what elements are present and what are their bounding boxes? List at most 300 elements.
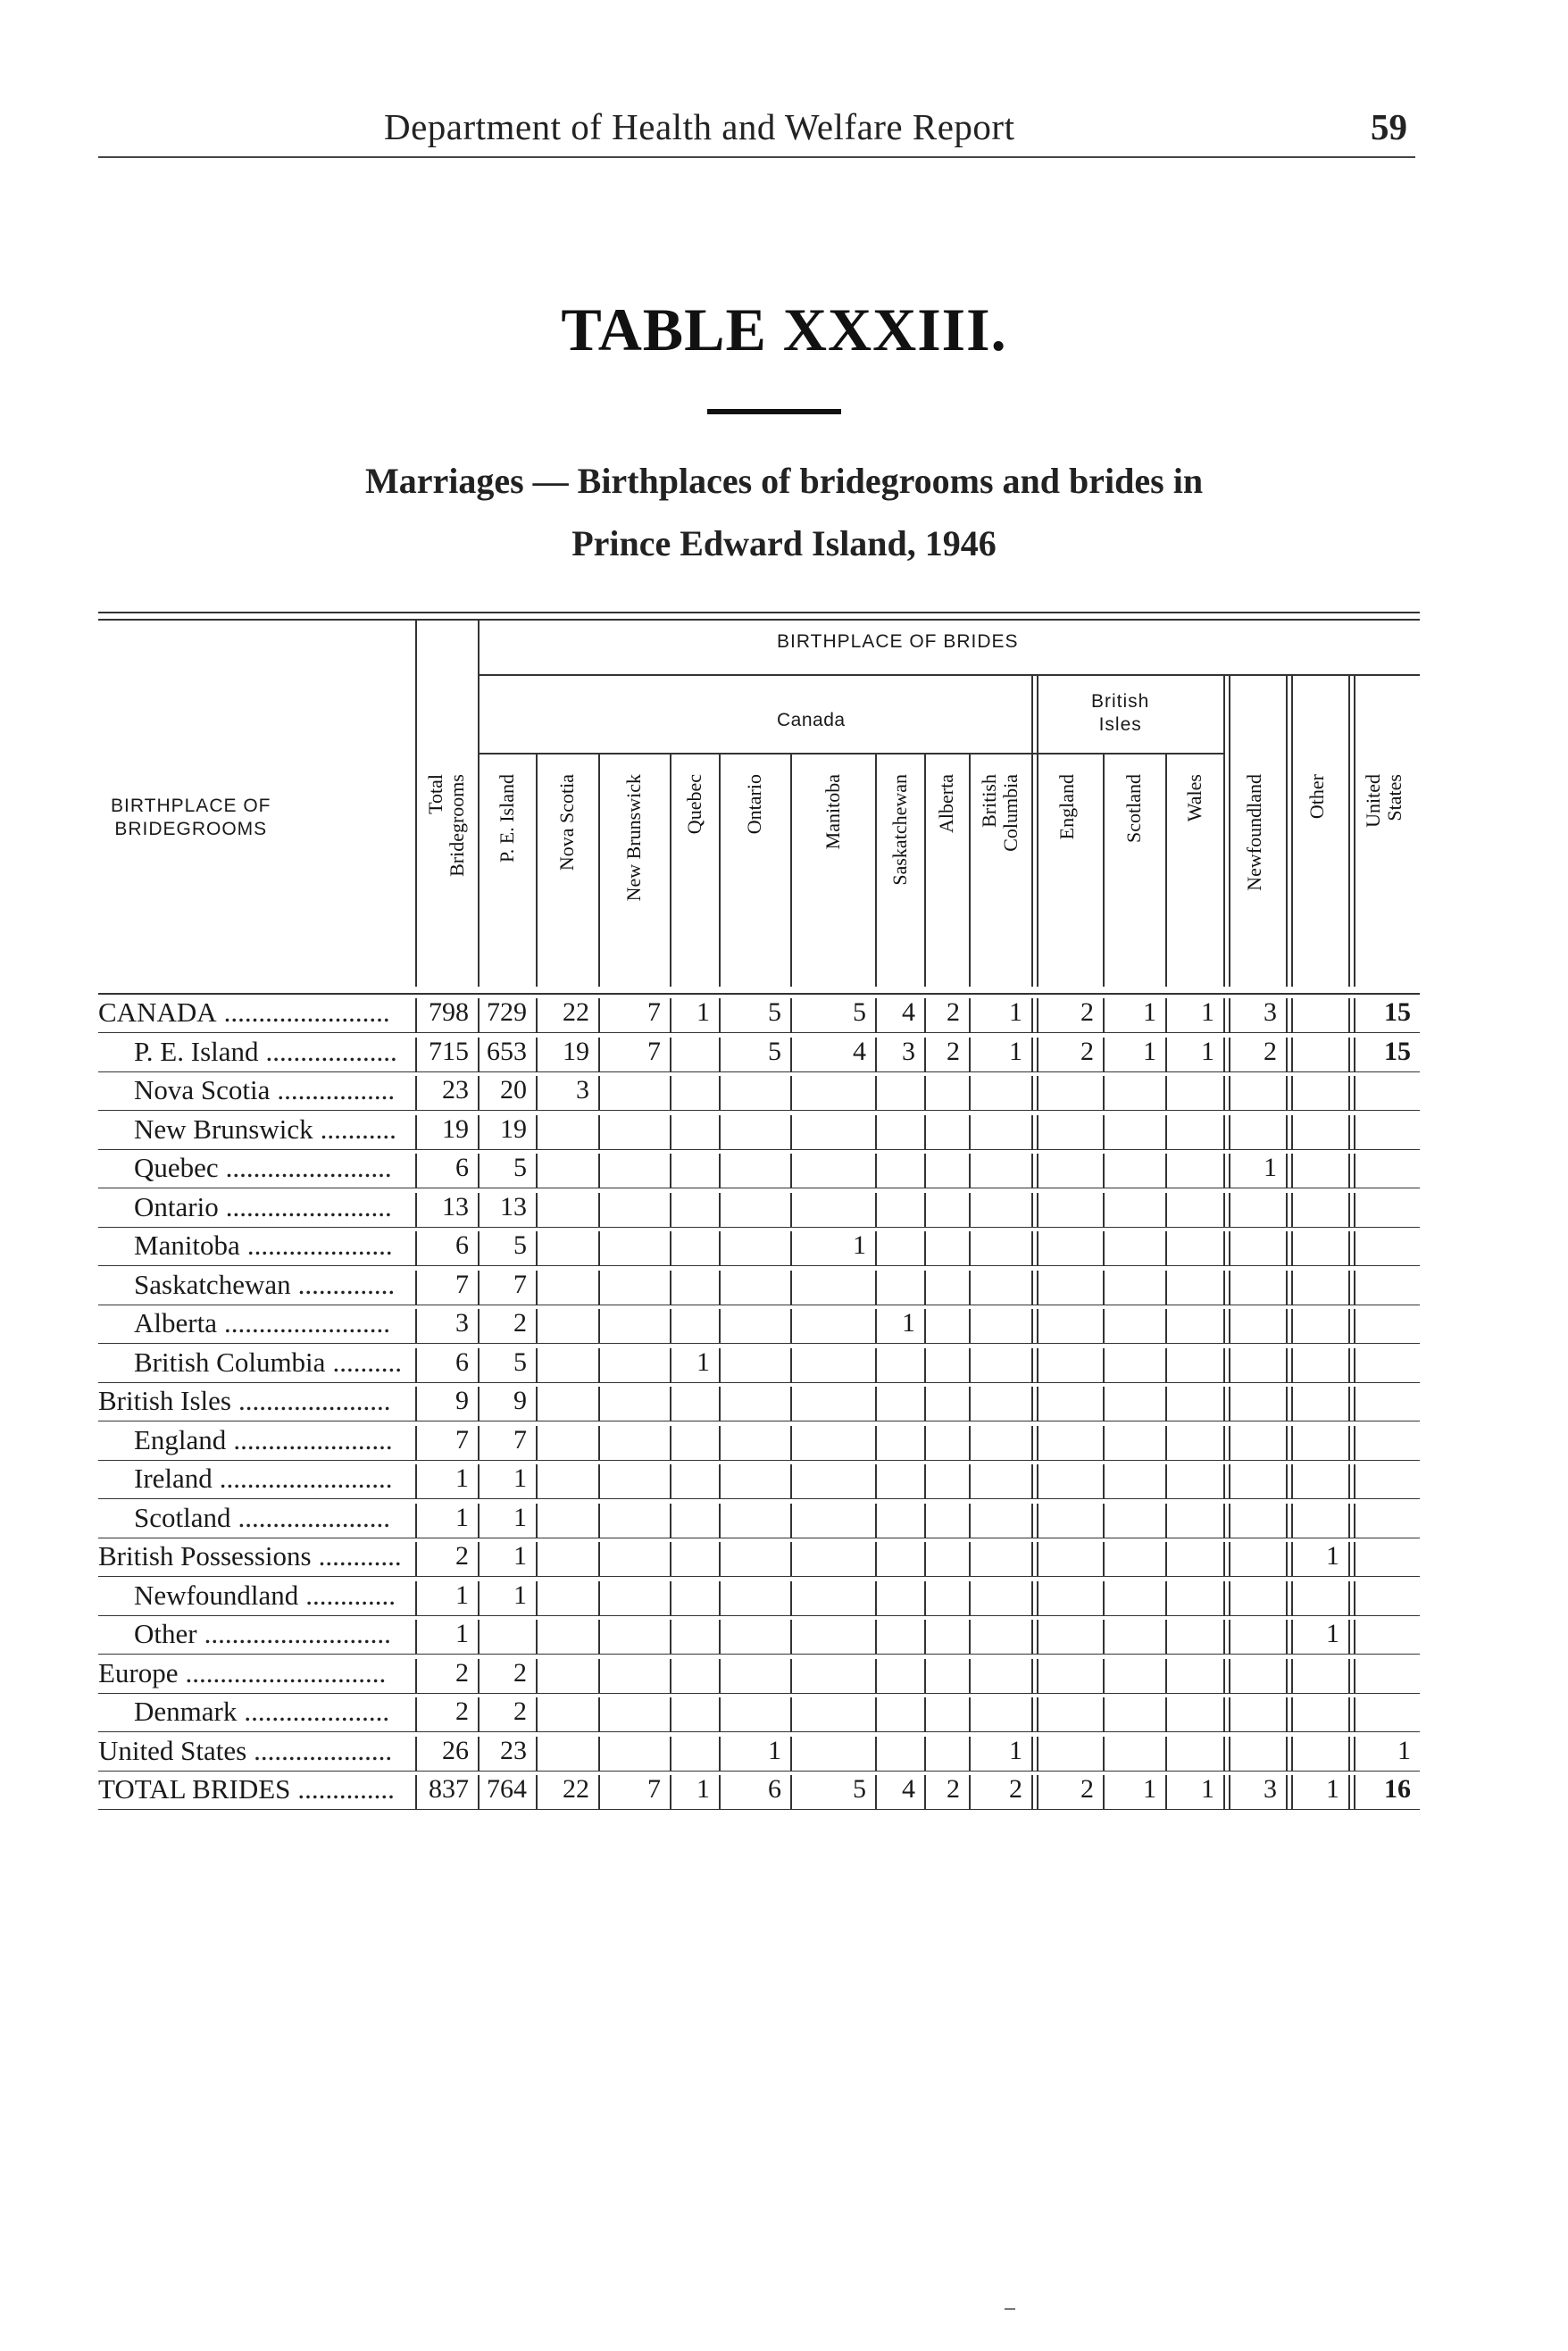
cell-divider xyxy=(598,1581,600,1615)
cell-section-divider xyxy=(1291,1387,1293,1421)
table-cell: 22 xyxy=(563,997,589,1027)
cell-divider xyxy=(536,1271,538,1305)
cell-section-divider xyxy=(1229,1775,1230,1809)
leader-dots: ........................ xyxy=(225,1152,392,1183)
cell-divider xyxy=(790,1271,792,1305)
leader-dots: ......................... xyxy=(219,1463,393,1494)
cell-divider xyxy=(1103,1387,1105,1421)
cell-divider xyxy=(670,1309,671,1343)
cell-divider xyxy=(478,1038,480,1071)
cell-divider xyxy=(598,998,600,1032)
table-cell: 7 xyxy=(455,1269,469,1299)
cell-divider xyxy=(598,1154,600,1188)
header-section-divider xyxy=(1291,674,1293,987)
cell-divider xyxy=(1286,998,1288,1032)
cell-divider xyxy=(719,1271,721,1305)
cell-divider xyxy=(875,1659,877,1693)
table-cell: 729 xyxy=(487,997,527,1027)
cell-divider xyxy=(924,1426,926,1460)
header-column-divider xyxy=(924,754,926,987)
cell-divider xyxy=(1031,1581,1033,1615)
cell-divider xyxy=(969,1387,971,1421)
table-cell: 1 xyxy=(1009,1735,1022,1765)
row-rule xyxy=(98,1460,1420,1461)
cell-section-divider xyxy=(1354,1697,1355,1731)
cell-divider xyxy=(598,1775,600,1809)
cell-divider xyxy=(924,1697,926,1731)
cell-divider xyxy=(536,1659,538,1693)
cell-divider xyxy=(478,1737,480,1771)
column-header: New Brunswick xyxy=(622,774,645,902)
row-label: Newfoundland xyxy=(134,1579,299,1611)
row-label: Saskatchewan xyxy=(134,1268,291,1300)
cell-divider xyxy=(536,1348,538,1382)
cell-section-divider xyxy=(1291,1775,1293,1809)
table-cell: 798 xyxy=(429,997,469,1027)
cell-divider xyxy=(790,998,792,1032)
row-rule xyxy=(98,1809,1420,1810)
cell-divider xyxy=(719,1659,721,1693)
cell-divider xyxy=(1165,1426,1167,1460)
cell-divider xyxy=(1348,1504,1350,1538)
cell-divider xyxy=(1286,1387,1288,1421)
table-cell: 3 xyxy=(576,1075,589,1105)
leader-dots: ........... xyxy=(320,1113,396,1145)
table-cell: 1 xyxy=(1201,1036,1214,1066)
cell-divider xyxy=(1223,1775,1225,1809)
cell-divider xyxy=(1348,1115,1350,1149)
cell-divider xyxy=(1165,1231,1167,1265)
cell-divider xyxy=(670,998,671,1032)
cell-divider xyxy=(415,1775,417,1809)
cell-section-divider xyxy=(1291,998,1293,1032)
row-rule xyxy=(98,1265,1420,1266)
header-rule xyxy=(98,156,1415,158)
cell-divider xyxy=(790,1038,792,1071)
cell-divider xyxy=(969,1775,971,1809)
header-bottom-rule xyxy=(98,993,1420,995)
cell-divider xyxy=(598,1309,600,1343)
cell-divider xyxy=(790,1348,792,1382)
cell-divider xyxy=(670,1076,671,1110)
row-label: British Possessions xyxy=(98,1540,312,1572)
cell-divider xyxy=(875,1620,877,1654)
cell-divider xyxy=(924,1076,926,1110)
table-cell: 16 xyxy=(1384,1774,1411,1804)
table-cell: 3 xyxy=(1264,1774,1277,1804)
cell-divider xyxy=(1165,1697,1167,1731)
cell-divider xyxy=(1223,1348,1225,1382)
cell-divider xyxy=(478,1348,480,1382)
cell-divider xyxy=(1223,1154,1225,1188)
cell-divider xyxy=(670,1154,671,1188)
cell-divider xyxy=(969,1620,971,1654)
leader-dots: .............. xyxy=(297,1268,396,1300)
table-subtitle-line-1: Marriages — Birthplaces of bridegrooms and brides in xyxy=(364,461,1204,501)
table-cell: 26 xyxy=(442,1735,469,1765)
header-column-divider xyxy=(478,621,480,987)
cell-divider xyxy=(415,1271,417,1305)
cell-divider xyxy=(415,1309,417,1343)
cell-divider xyxy=(478,1271,480,1305)
cell-section-divider xyxy=(1291,1076,1293,1110)
cell-divider xyxy=(1103,1426,1105,1460)
cell-section-divider xyxy=(1037,1542,1038,1576)
cell-divider xyxy=(719,1464,721,1498)
cell-divider xyxy=(875,1231,877,1265)
table-top-rule xyxy=(98,612,1420,613)
table-cell: 1 xyxy=(853,1230,866,1260)
table-cell: 1 xyxy=(1326,1619,1339,1648)
cell-section-divider xyxy=(1291,1348,1293,1382)
table-cell: 1 xyxy=(455,1619,469,1648)
cell-divider xyxy=(598,1387,600,1421)
table-cell: 1 xyxy=(696,1774,710,1804)
cell-divider xyxy=(536,1426,538,1460)
cell-divider xyxy=(1031,1697,1033,1731)
cell-divider xyxy=(1348,1542,1350,1576)
cell-section-divider xyxy=(1354,1542,1355,1576)
table-cell: 19 xyxy=(442,1113,469,1144)
leader-dots: .................... xyxy=(254,1734,393,1766)
cell-divider xyxy=(1031,1504,1033,1538)
cell-divider xyxy=(536,1387,538,1421)
cell-divider xyxy=(719,998,721,1032)
cell-divider xyxy=(969,1193,971,1227)
cell-divider xyxy=(598,1620,600,1654)
cell-divider xyxy=(670,1620,671,1654)
cell-divider xyxy=(969,1271,971,1305)
row-rule xyxy=(98,1071,1420,1072)
cell-divider xyxy=(1348,1620,1350,1654)
row-rule xyxy=(98,1498,1420,1499)
table-cell: 2 xyxy=(947,1774,960,1804)
cell-divider xyxy=(1223,1504,1225,1538)
cell-divider xyxy=(478,1581,480,1615)
cell-divider xyxy=(598,1076,600,1110)
column-header: England xyxy=(1055,774,1078,840)
cell-section-divider xyxy=(1291,1193,1293,1227)
table-cell: 837 xyxy=(429,1774,469,1804)
cell-section-divider xyxy=(1354,1348,1355,1382)
cell-divider xyxy=(670,1697,671,1731)
table-cell: 20 xyxy=(500,1075,527,1105)
cell-divider xyxy=(536,1737,538,1771)
cell-divider xyxy=(1348,1697,1350,1731)
cell-divider xyxy=(1031,1154,1033,1188)
cell-divider xyxy=(598,1542,600,1576)
leader-dots: ............. xyxy=(305,1579,396,1611)
running-head: Department of Health and Welfare Report xyxy=(384,106,1015,147)
cell-divider xyxy=(1223,1309,1225,1343)
cell-section-divider xyxy=(1291,1504,1293,1538)
table-cell: 6 xyxy=(455,1230,469,1260)
column-header: Manitoba xyxy=(821,774,844,850)
cell-divider xyxy=(924,1542,926,1576)
cell-divider xyxy=(1348,998,1350,1032)
cell-divider xyxy=(1223,1231,1225,1265)
cell-divider xyxy=(415,1038,417,1071)
column-header: Total Bridegrooms xyxy=(424,774,468,877)
table-cell: 7 xyxy=(647,1774,661,1804)
cell-section-divider xyxy=(1354,1426,1355,1460)
cell-divider xyxy=(1223,1697,1225,1731)
leader-dots: ........................ xyxy=(223,996,390,1028)
marriages-birthplace-table xyxy=(98,612,1420,1805)
table-cell: 1 xyxy=(455,1502,469,1532)
table-cell: 22 xyxy=(563,1774,589,1804)
table-cell: 2 xyxy=(455,1697,469,1726)
cell-divider xyxy=(1348,1348,1350,1382)
cell-divider xyxy=(598,1038,600,1071)
cell-divider xyxy=(875,1309,877,1343)
cell-divider xyxy=(1031,1737,1033,1771)
cell-divider xyxy=(1031,1464,1033,1498)
cell-divider xyxy=(598,1231,600,1265)
cell-divider xyxy=(415,1348,417,1382)
cell-divider xyxy=(969,1581,971,1615)
table-cell: 2 xyxy=(513,1308,527,1338)
cell-divider xyxy=(719,1038,721,1071)
cell-divider xyxy=(1103,1271,1105,1305)
row-label: TOTAL BRIDES xyxy=(98,1773,291,1805)
table-cell: 2 xyxy=(1264,1036,1277,1066)
cell-divider xyxy=(875,1115,877,1149)
cell-section-divider xyxy=(1291,1154,1293,1188)
cell-divider xyxy=(478,1464,480,1498)
cell-divider xyxy=(478,1504,480,1538)
cell-divider xyxy=(1103,1581,1105,1615)
cell-divider xyxy=(478,1076,480,1110)
table-cell: 23 xyxy=(500,1735,527,1765)
cell-divider xyxy=(969,1154,971,1188)
cell-section-divider xyxy=(1291,1659,1293,1693)
cell-divider xyxy=(790,1426,792,1460)
cell-divider xyxy=(598,1737,600,1771)
cell-section-divider xyxy=(1291,1697,1293,1731)
table-cell: 23 xyxy=(442,1075,469,1105)
cell-divider xyxy=(1165,1464,1167,1498)
table-cell: 1 xyxy=(696,1346,710,1377)
cell-divider xyxy=(1348,1309,1350,1343)
british-isles-group-rule xyxy=(1031,753,1223,754)
cell-divider xyxy=(415,1659,417,1693)
cell-divider xyxy=(670,1775,671,1809)
cell-divider xyxy=(1286,1076,1288,1110)
cell-divider xyxy=(924,1581,926,1615)
row-label: Alberta xyxy=(134,1307,217,1338)
cell-divider xyxy=(790,1581,792,1615)
cell-section-divider xyxy=(1291,1426,1293,1460)
cell-divider xyxy=(1103,1348,1105,1382)
cell-divider xyxy=(1348,1231,1350,1265)
cell-divider xyxy=(969,1737,971,1771)
cell-divider xyxy=(924,1193,926,1227)
cell-divider xyxy=(875,1193,877,1227)
cell-section-divider xyxy=(1229,1659,1230,1693)
cell-divider xyxy=(924,1387,926,1421)
table-cell: 1 xyxy=(1264,1153,1277,1182)
table-cell: 5 xyxy=(853,997,866,1027)
row-rule xyxy=(98,1731,1420,1732)
cell-divider xyxy=(670,1115,671,1149)
cell-section-divider xyxy=(1229,1193,1230,1227)
cell-divider xyxy=(969,1697,971,1731)
cell-divider xyxy=(719,1076,721,1110)
header-section-divider xyxy=(1229,674,1230,987)
cell-divider xyxy=(536,1581,538,1615)
row-label: Manitoba xyxy=(134,1230,240,1261)
header-column-divider xyxy=(670,754,671,987)
table-cell: 1 xyxy=(1326,1541,1339,1571)
cell-section-divider xyxy=(1229,1231,1230,1265)
cell-divider xyxy=(790,1076,792,1110)
table-cell: 5 xyxy=(853,1774,866,1804)
cell-section-divider xyxy=(1291,1271,1293,1305)
canada-group-rule xyxy=(478,753,1116,754)
cell-section-divider xyxy=(1229,1464,1230,1498)
cell-divider xyxy=(415,1387,417,1421)
row-rule xyxy=(98,1654,1420,1655)
row-rule xyxy=(98,1615,1420,1616)
cell-divider xyxy=(415,1193,417,1227)
cell-divider xyxy=(969,1115,971,1149)
cell-divider xyxy=(1165,1271,1167,1305)
row-label: British Columbia xyxy=(134,1346,326,1378)
cell-divider xyxy=(790,1504,792,1538)
row-label: Other xyxy=(134,1618,197,1649)
cell-section-divider xyxy=(1037,998,1038,1032)
table-cell: 715 xyxy=(429,1036,469,1066)
cell-divider xyxy=(478,1115,480,1149)
cell-divider xyxy=(1165,998,1167,1032)
cell-divider xyxy=(1103,1542,1105,1576)
cell-divider xyxy=(924,1659,926,1693)
cell-divider xyxy=(924,1271,926,1305)
page-number: 59 xyxy=(1371,106,1407,147)
cell-divider xyxy=(536,1038,538,1071)
cell-section-divider xyxy=(1354,1737,1355,1771)
cell-divider xyxy=(415,1464,417,1498)
table-cell: 7 xyxy=(647,1036,661,1066)
table-cell: 4 xyxy=(902,997,915,1027)
cell-divider xyxy=(1031,1115,1033,1149)
cell-divider xyxy=(1348,1464,1350,1498)
cell-divider xyxy=(719,1348,721,1382)
column-header: Other xyxy=(1305,774,1328,820)
cell-divider xyxy=(478,998,480,1032)
table-cell: 19 xyxy=(500,1113,527,1144)
brides-group-header: BIRTHPLACE OF BRIDES xyxy=(777,631,1019,652)
table-cell: 1 xyxy=(455,1580,469,1610)
table-cell: 1 xyxy=(513,1580,527,1610)
table-cell: 2 xyxy=(1080,1036,1094,1066)
cell-divider xyxy=(1348,1426,1350,1460)
table-cell: 1 xyxy=(1143,997,1156,1027)
cell-divider xyxy=(1223,998,1225,1032)
cell-section-divider xyxy=(1354,1504,1355,1538)
cell-divider xyxy=(536,1115,538,1149)
leader-dots: ...................... xyxy=(238,1501,390,1533)
table-cell: 2 xyxy=(1080,997,1094,1027)
cell-divider xyxy=(1165,1076,1167,1110)
cell-divider xyxy=(1348,1737,1350,1771)
leader-dots: ........................ xyxy=(223,1307,390,1338)
row-label: Europe xyxy=(98,1656,179,1688)
table-cell: 9 xyxy=(455,1386,469,1415)
title-rule xyxy=(707,409,841,414)
cell-divider xyxy=(1286,1464,1288,1498)
header-column-divider xyxy=(1348,674,1350,987)
table-cell: 764 xyxy=(487,1774,527,1804)
cell-divider xyxy=(1103,1659,1105,1693)
cell-divider xyxy=(1223,1581,1225,1615)
cell-divider xyxy=(1031,1659,1033,1693)
cell-divider xyxy=(924,1154,926,1188)
cell-section-divider xyxy=(1229,1697,1230,1731)
cell-divider xyxy=(670,1737,671,1771)
cell-divider xyxy=(536,1309,538,1343)
cell-divider xyxy=(1348,1193,1350,1227)
cell-divider xyxy=(875,1542,877,1576)
header-column-divider xyxy=(719,754,721,987)
column-header: Scotland xyxy=(1122,774,1145,843)
cell-divider xyxy=(536,1775,538,1809)
cell-divider xyxy=(790,1387,792,1421)
cell-divider xyxy=(790,1620,792,1654)
cell-section-divider xyxy=(1354,1231,1355,1265)
table-cell: 1 xyxy=(1201,1774,1214,1804)
table-cell: 2 xyxy=(513,1657,527,1688)
brides-group-rule xyxy=(478,674,1420,676)
cell-divider xyxy=(924,1115,926,1149)
cell-divider xyxy=(1286,1504,1288,1538)
leader-dots: ................... xyxy=(265,1035,397,1067)
cell-divider xyxy=(670,1231,671,1265)
cell-divider xyxy=(719,1154,721,1188)
stub-header: BIRTHPLACE OF BRIDEGROOMS xyxy=(111,796,271,839)
cell-divider xyxy=(1165,1581,1167,1615)
leader-dots: ..................... xyxy=(246,1230,393,1261)
row-label: New Brunswick xyxy=(134,1113,313,1145)
cell-divider xyxy=(1286,1348,1288,1382)
cell-divider xyxy=(1031,1426,1033,1460)
cell-section-divider xyxy=(1354,998,1355,1032)
cell-divider xyxy=(719,1115,721,1149)
table-cell: 5 xyxy=(768,997,781,1027)
header-column-divider xyxy=(598,754,600,987)
row-label: England xyxy=(134,1423,227,1455)
table-top-rule-inner xyxy=(98,619,1420,621)
table-cell: 2 xyxy=(1080,1774,1094,1804)
cell-section-divider xyxy=(1229,1309,1230,1343)
table-cell: 1 xyxy=(513,1463,527,1493)
cell-divider xyxy=(1348,1581,1350,1615)
cell-divider xyxy=(1031,1542,1033,1576)
cell-divider xyxy=(719,1309,721,1343)
cell-divider xyxy=(875,1348,877,1382)
table-cell: 15 xyxy=(1384,997,1411,1027)
header-column-divider xyxy=(1103,754,1105,987)
cell-divider xyxy=(875,1271,877,1305)
cell-section-divider xyxy=(1354,1387,1355,1421)
cell-divider xyxy=(478,1154,480,1188)
cell-divider xyxy=(875,1697,877,1731)
column-header: British Columbia xyxy=(978,774,1022,852)
cell-divider xyxy=(1286,1659,1288,1693)
cell-divider xyxy=(1165,1775,1167,1809)
cell-divider xyxy=(790,1231,792,1265)
